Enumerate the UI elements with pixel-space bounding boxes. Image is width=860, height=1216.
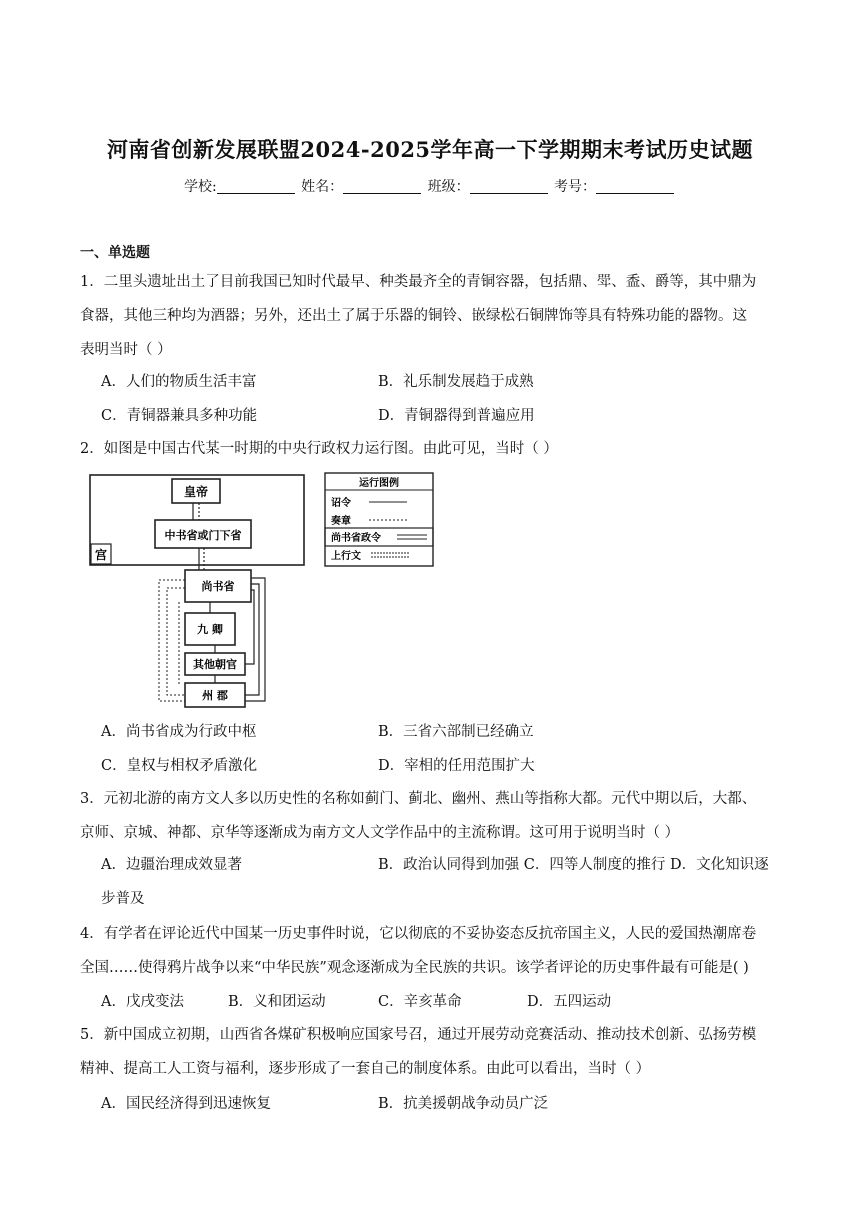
name-label: 姓名：	[301, 179, 344, 195]
question-4-option-b[interactable]: B．义和团运动	[228, 994, 326, 1010]
question-3-line-2: 京师、京城、神都、京华等逐渐成为南方文人文学作品中的主流称谓。这可用于说明当时（ ）	[80, 825, 680, 841]
question-1-line-1: 1．二里头遗址出土了目前我国已知时代最早、种类最齐全的青铜容器，包括鼎、斝、盉、爵等，其中鼎为	[80, 274, 757, 290]
school-label: 学校:	[183, 179, 217, 195]
exam-title: 河南省创新发展联盟2024-2025学年高一下学期期末考试历史试题	[106, 137, 754, 162]
other-officials-label: 其他朝官	[193, 658, 237, 671]
question-3-option-d-continued: 步普及	[101, 891, 145, 907]
zhoujun-label: 州 郡	[202, 689, 228, 702]
name-blank[interactable]	[343, 179, 421, 194]
legend-upward-doc: 上行文	[331, 551, 361, 562]
question-5-option-b[interactable]: B．抗美援朝战争动员广泛	[378, 1096, 549, 1112]
question-1-option-d[interactable]: D．青铜器得到普遍应用	[378, 408, 535, 424]
question-4-stem	[80, 917, 782, 985]
emperor-label: 皇帝	[183, 485, 209, 499]
section-heading: 一、单选题	[80, 245, 150, 261]
question-2-option-a[interactable]: A．尚书省成为行政中枢	[101, 724, 257, 740]
question-1-stem	[80, 265, 782, 367]
question-5-stem	[80, 1018, 782, 1086]
question-3-line-1: 3．元初北游的南方文人多以历史性的名称如蓟门、蓟北、幽州、燕山等指称大都。元代中期以后，大都、	[80, 791, 757, 807]
class-blank[interactable]	[470, 179, 548, 194]
legend-shangshu-order: 尚书省政令	[331, 533, 381, 544]
question-5-line-1: 5．新中国成立初期，山西省各煤矿积极响应国家号召，通过开展劳动竞赛活动、推动技术创新、弘扬劳模	[80, 1027, 757, 1043]
question-1-option-b[interactable]: B．礼乐制发展趋于成熟	[378, 374, 534, 390]
question-2-option-d[interactable]: D．宰相的任用范围扩大	[378, 758, 535, 774]
question-4-option-c[interactable]: C．辛亥革命	[378, 994, 462, 1010]
question-4-option-a[interactable]: A．戊戌变法	[101, 994, 184, 1010]
question-1-option-a[interactable]: A．人们的物质生活丰富	[101, 374, 257, 390]
zhongshu-label: 中书省或门下省	[164, 529, 242, 542]
question-2-stem	[80, 432, 782, 466]
question-1-option-c[interactable]: C．青铜器兼具多种功能	[101, 408, 258, 424]
question-2-line-1: 2．如图是中国古代某一时期的中央行政权力运行图。由此可见，当时（ ）	[80, 441, 558, 457]
power-operation-diagram	[87, 470, 437, 710]
student-info-line	[0, 176, 860, 196]
legend-memorial: 奏章	[331, 516, 351, 527]
question-2-option-c[interactable]: C．皇权与相权矛盾激化	[101, 758, 258, 774]
question-3-options-bcd[interactable]: B．政治认同得到加强 C．四等人制度的推行 D．文化知识逐	[378, 857, 769, 873]
shangshu-label: 尚书省	[201, 580, 235, 593]
question-5-option-a[interactable]: A．国民经济得到迅速恢复	[101, 1096, 271, 1112]
question-4-line-2: 全国……使得鸦片战争以来“中华民族”观念逐渐成为全民族的共识。该学者评论的历史事件最有可能是( )	[80, 960, 749, 976]
school-blank[interactable]	[217, 179, 295, 194]
number-label: 考号：	[554, 179, 597, 195]
diagram-legend	[325, 473, 433, 566]
question-4-option-d[interactable]: D．五四运动	[527, 994, 612, 1010]
question-3-option-a[interactable]: A．边疆治理成效显著	[101, 857, 242, 873]
jiuqing-label: 九 卿	[197, 623, 223, 636]
class-label: 班级：	[427, 179, 470, 195]
question-1-line-2: 食器，其他三种均为酒器；另外，还出土了属于乐器的铜铃、嵌绿松石铜牌饰等具有特殊功能的器物。这	[80, 308, 747, 324]
question-5-line-2: 精神、提高工人工资与福利，逐步形成了一套自己的制度体系。由此可以看出，当时（ ）	[80, 1061, 651, 1077]
legend-title: 运行图例	[359, 478, 399, 489]
question-1-line-3: 表明当时（ ）	[80, 342, 172, 358]
question-2-option-b[interactable]: B．三省六部制已经确立	[378, 724, 534, 740]
question-4-line-1: 4．有学者在评论近代中国某一历史事件时说，它以彻底的不妥协姿态反抗帝国主义，人民的爱国热潮席卷	[80, 926, 757, 942]
legend-edict: 诏令	[331, 498, 351, 509]
question-3-stem	[80, 782, 782, 850]
number-blank[interactable]	[596, 179, 674, 194]
palace-label: 宫	[94, 548, 108, 562]
